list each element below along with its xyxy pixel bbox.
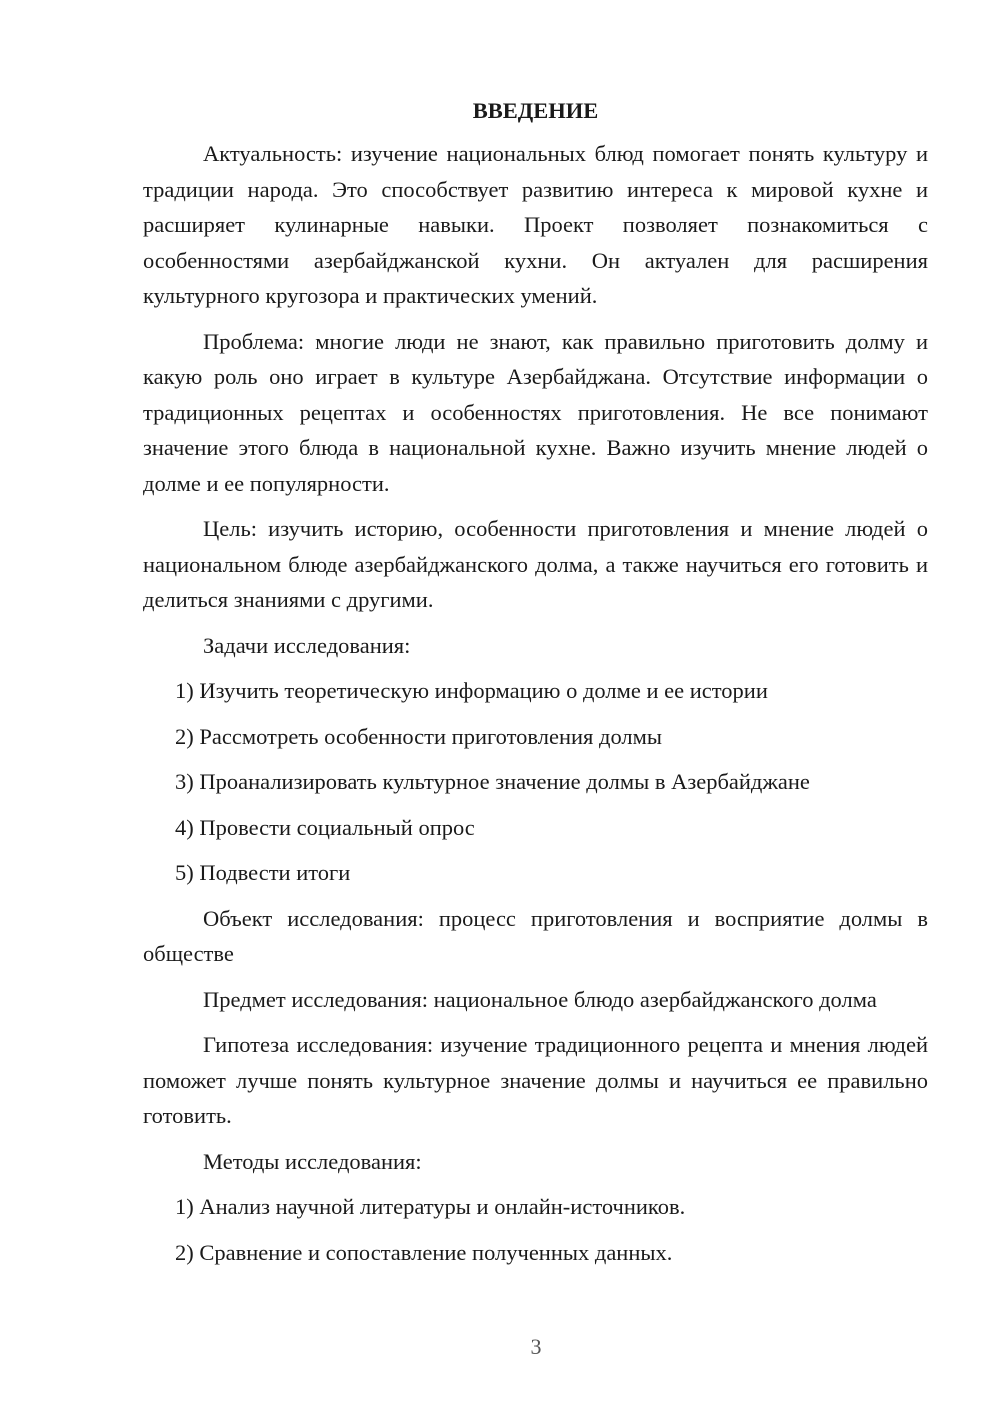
section-title: ВВЕДЕНИЕ — [472, 98, 599, 123]
task-item-1: 1) Изучить теоретическую информацию о долме и ее истории — [175, 678, 768, 703]
task-item-4: 4) Провести социальный опрос — [175, 814, 475, 840]
relevance-paragraph: Актуальность: изучение национальных блюд помогает понять культуру и традиции народа. Это способствует развитию интереса к мировой кухне и расширяет кулинарные навыки. Проект позволяет познакомиться с особенностями азербайджанской кухни. Он актуален для расширения культурного кругозора и практических умений. — [143, 141, 928, 308]
document-page — [143, 96, 928, 1280]
problem-paragraph: Проблема: многие люди не знают, как правильно приготовить долму и какую роль оно играет в культуре Азербайджана. Отсутствие информации о традиционных рецептах и особенностях приготовления. Не все понимают значение этого блюда в национальной кухне. Важно изучить мнение людей о долме и ее популярности. — [143, 328, 928, 496]
task-item-3: 3) Проанализировать культурное значение долмы в Азербайджане — [175, 769, 810, 794]
method-item-2: 2) Сравнение и сопоставление полученных данных. — [175, 1239, 673, 1265]
methods-heading: Методы исследования: — [203, 1148, 422, 1174]
subject-paragraph: Предмет исследования: национальное блюдо азербайджанского долма — [203, 986, 877, 1012]
object-paragraph: Объект исследования: процесс приготовления и восприятие долмы в обществе — [143, 905, 928, 966]
hypothesis-paragraph: Гипотеза исследования: изучение традиционного рецепта и мнения людей поможет лучше понять культурное значение долмы и научиться ее правильно готовить. — [143, 1032, 928, 1128]
tasks-heading: Задачи исследования: — [203, 632, 411, 658]
goal-paragraph: Цель: изучить историю, особенности приготовления и мнение людей о национальном блюде азербайджанского долма, а также научиться его готовить и делиться знаниями с другими. — [143, 516, 928, 612]
method-item-1: 1) Анализ научной литературы и онлайн-источников. — [175, 1194, 686, 1219]
task-item-5: 5) Подвести итоги — [175, 860, 351, 885]
page-number: 3 — [530, 1334, 542, 1359]
task-item-2: 2) Рассмотреть особенности приготовления долмы — [175, 723, 662, 749]
